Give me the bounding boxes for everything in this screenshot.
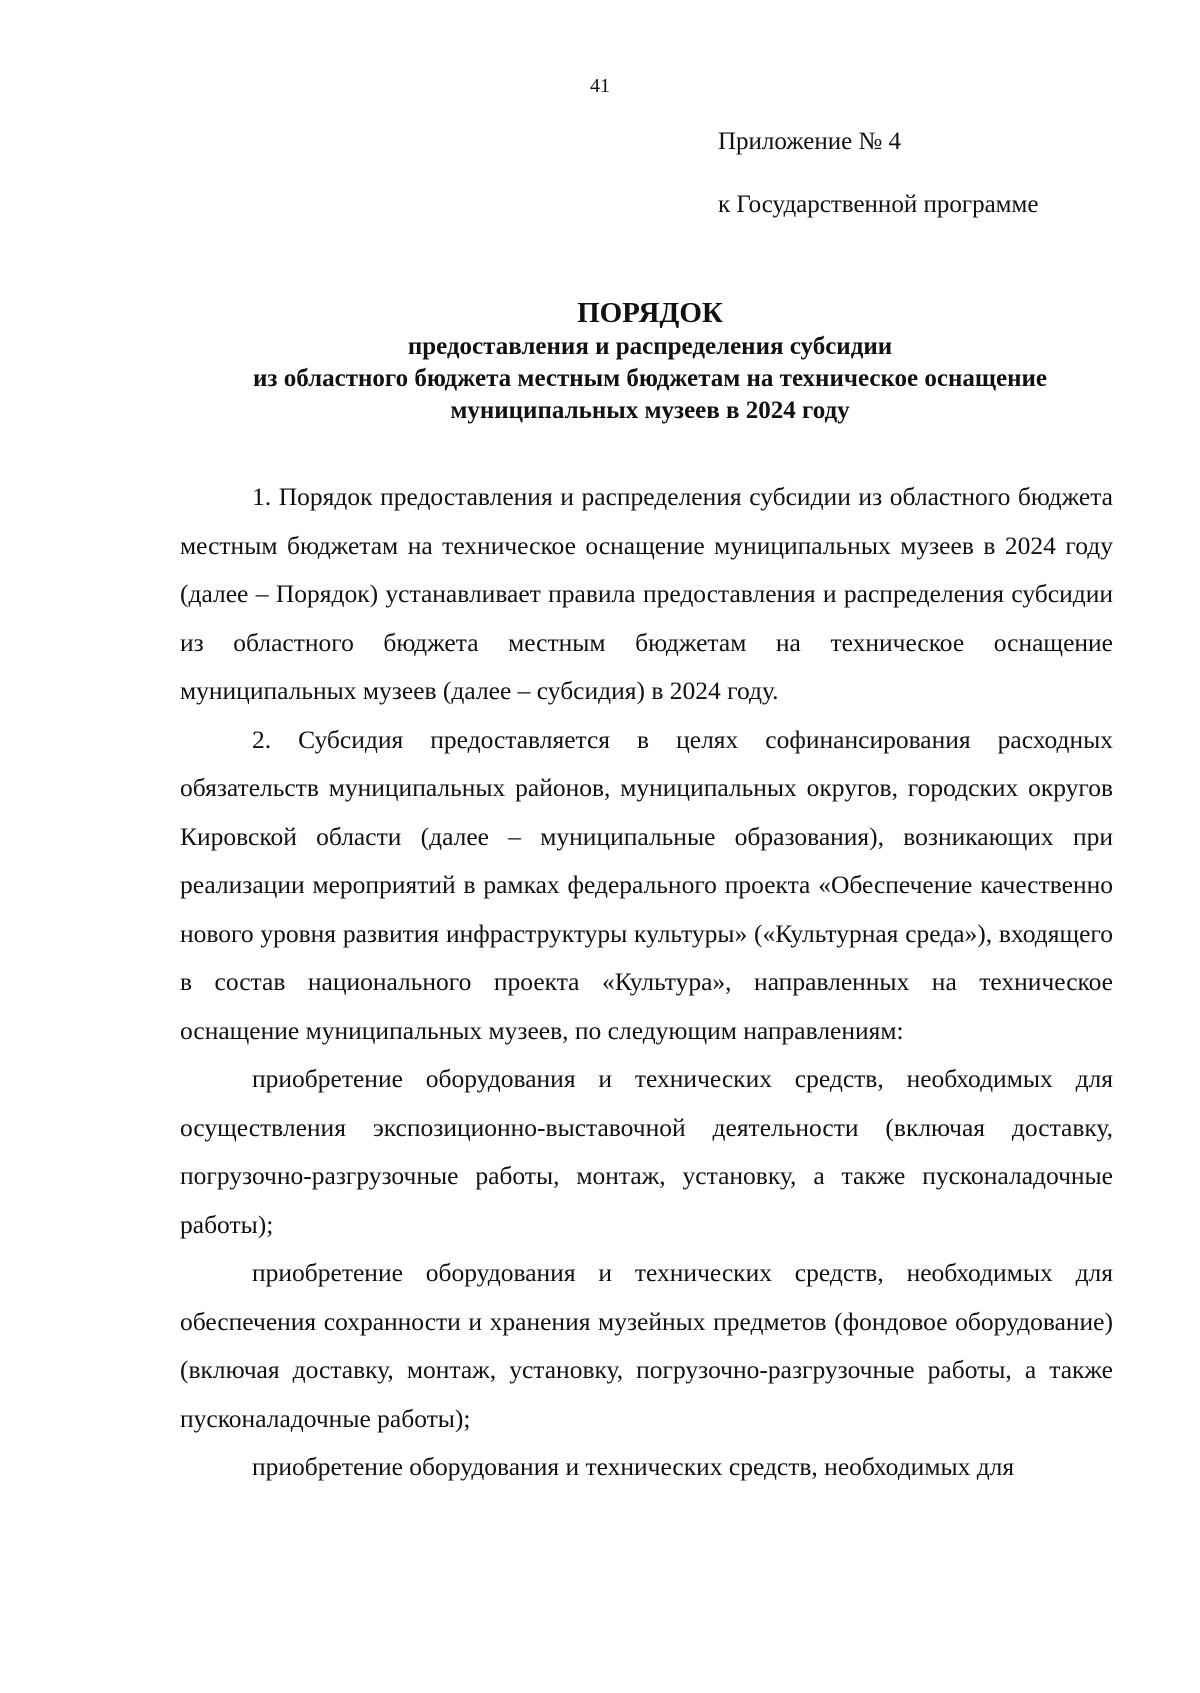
- appendix-target: к Государственной программе: [718, 191, 1039, 218]
- paragraph-4: приобретение оборудования и технических средств, необходимых для обеспечения сохранности и хранения музейных предметов (фондовое оборудование) (включая доставку, монтаж, установку, погрузочно-разгрузочные работы, а также пусконаладочные работы);: [180, 1258, 1113, 1433]
- document-subtitle-line-2: из областного бюджета местным бюджетам на техническое оснащение: [253, 365, 1047, 392]
- paragraph-5: приобретение оборудования и технических средств, необходимых для: [252, 1452, 1015, 1481]
- paragraph-1: 1. Порядок предоставления и распределения субсидии из областного бюджета местным бюджетам на техническое оснащение муниципальных музеев в 2024 году (далее – Порядок) устанавливает правила предоставления и распределения субсидии из областного бюджета местным бюджетам на техническое оснащение муниципальных музеев (далее – субсидия) в 2024 году.: [180, 482, 1113, 705]
- paragraph-2: 2. Субсидия предоставляется в целях софинансирования расходных обязательств муниципальных районов, муниципальных округов, городских округов Кировской области (далее – муниципальные образования), возникающих при реализации мероприятий в рамках федерального проекта «Обеспечение качественно нового уровня развития инфраструктуры культуры» («Культурная среда»), входящего в состав национального проекта «Культура», направленных на техническое оснащение муниципальных музеев, по следующим направлениям:: [180, 724, 1113, 1045]
- document-subtitle-line-1: предоставления и распределения субсидии: [407, 333, 893, 360]
- appendix-number: Приложение № 4: [718, 128, 902, 155]
- document-subtitle-line-3: муниципальных музеев в 2024 году: [450, 397, 850, 424]
- document-title-block: [140, 295, 1160, 427]
- paragraph-3: приобретение оборудования и технических средств, необходимых для осуществления экспозиционно-выставочной деятельности (включая доставку, погрузочно-разгрузочные работы, монтаж, установку, а также пусконаладочные работы);: [180, 1064, 1113, 1239]
- document-body: [180, 473, 1113, 1492]
- page-number: 41: [590, 75, 610, 97]
- document-title: ПОРЯДОК: [577, 297, 723, 329]
